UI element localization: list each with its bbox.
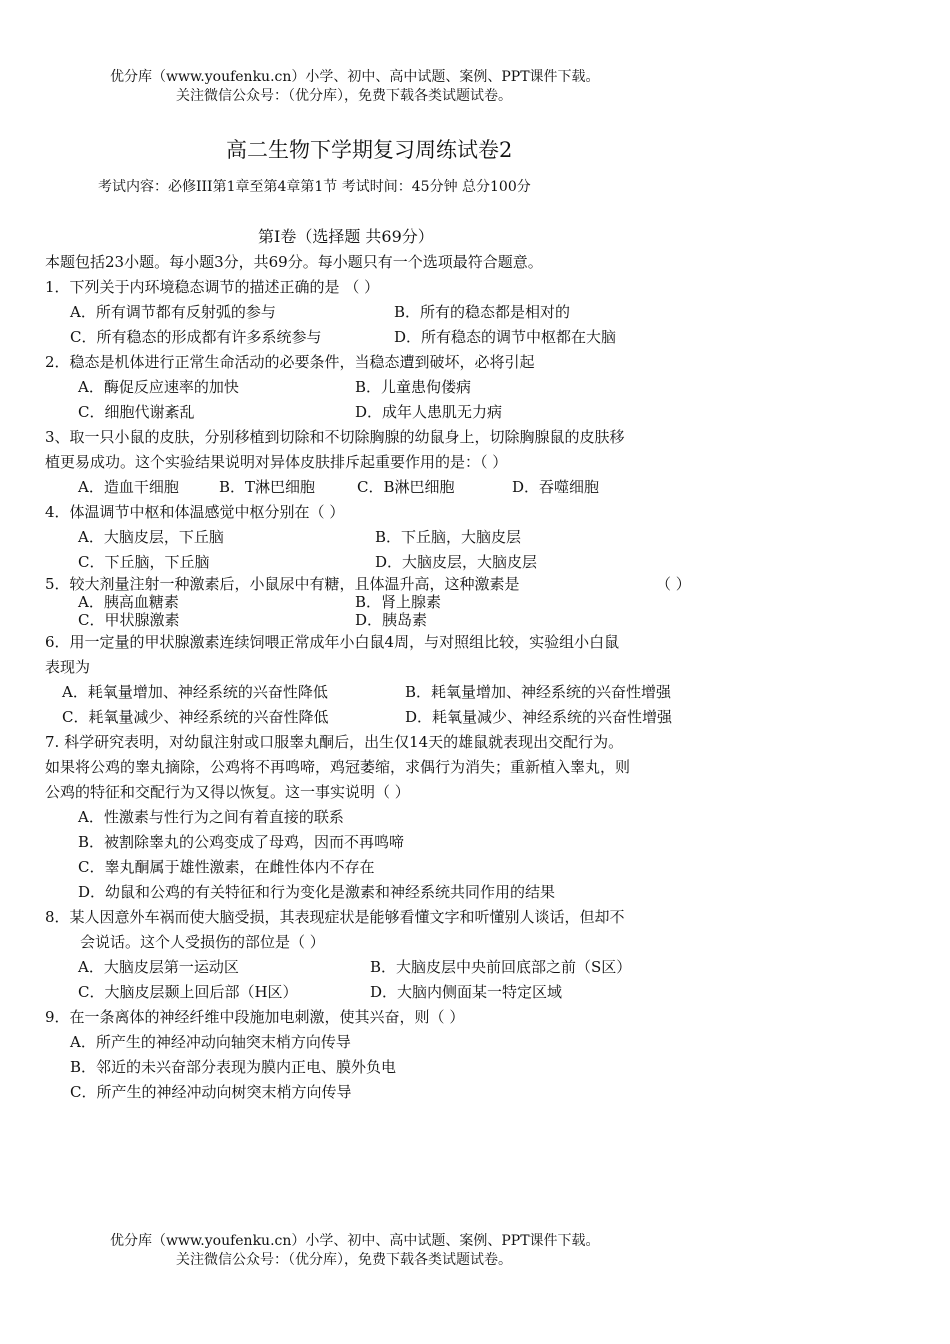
question-4-option-b: B．下丘脑，大脑皮层 bbox=[375, 528, 522, 546]
header-line-1: 优分库（www.youfenku.cn）小学、初中、高中试题、案例、PPT课件下载。 bbox=[110, 69, 600, 85]
question-8-stem-line-2: 会说话。这个人受损伤的部位是（ ） bbox=[80, 933, 325, 951]
question-6-option-d: D．耗氧量减少、神经系统的兴奋性增强 bbox=[405, 708, 673, 726]
question-8-option-d: D．大脑内侧面某一特定区域 bbox=[370, 983, 563, 1001]
page-title: 高二生物下学期复习周练试卷2 bbox=[226, 138, 513, 162]
question-1-option-b: B．所有的稳态都是相对的 bbox=[394, 303, 571, 321]
question-2-option-a: A．酶促反应速率的加快 bbox=[78, 378, 239, 396]
instructions: 本题包括23小题。每小题3分，共69分。每小题只有一个选项最符合题意。 bbox=[45, 253, 543, 271]
question-7-option-c: C．睾丸酮属于雄性激素，在雌性体内不存在 bbox=[78, 858, 375, 876]
question-9-option-c: C．所产生的神经冲动向树突末梢方向传导 bbox=[70, 1083, 352, 1101]
question-1-option-c: C．所有稳态的形成都有许多系统参与 bbox=[70, 328, 322, 346]
question-2-stem: 2．稳态是机体进行正常生命活动的必要条件，当稳态遭到破坏，必将引起 bbox=[45, 353, 535, 371]
question-2-option-d: D．成年人患肌无力病 bbox=[355, 403, 503, 421]
question-3-stem-line-2: 植更易成功。这个实验结果说明对异体皮肤排斥起重要作用的是：（ ） bbox=[45, 453, 508, 471]
question-4-option-d: D．大脑皮层，大脑皮层 bbox=[375, 553, 538, 571]
question-1-stem: 1．下列关于内环境稳态调节的描述正确的是 （ ） bbox=[45, 278, 380, 296]
question-3-option-c: C．B淋巴细胞 bbox=[357, 478, 455, 496]
question-1-option-a: A．所有调节都有反射弧的参与 bbox=[70, 303, 276, 321]
question-7-stem-line-2: 如果将公鸡的睾丸摘除，公鸡将不再鸣啼，鸡冠萎缩，求偶行为消失；重新植入睾丸，则 bbox=[45, 758, 631, 776]
question-3-option-b: B．T淋巴细胞 bbox=[219, 478, 316, 496]
question-6-option-a: A．耗氧量增加、神经系统的兴奋性降低 bbox=[62, 683, 328, 701]
question-7-stem-line-1: 7. 科学研究表明，对幼鼠注射或口服睾丸酮后，出生仅14天的雄鼠就表现出交配行为。 bbox=[45, 733, 624, 751]
question-7-stem-line-3: 公鸡的特征和交配行为又得以恢复。这一事实说明（ ） bbox=[45, 783, 410, 801]
question-7-option-a: A．性激素与性行为之间有着直接的联系 bbox=[78, 808, 344, 826]
question-3-stem-line-1: 3、取一只小鼠的皮肤，分别移植到切除和不切除胸腺的幼鼠身上，切除胸腺鼠的皮肤移 bbox=[45, 428, 625, 446]
section-title: 第Ⅰ卷（选择题 共69分） bbox=[258, 227, 434, 246]
question-5-option-a: A．胰高血糖素 bbox=[78, 593, 179, 611]
question-6-option-c: C．耗氧量减少、神经系统的兴奋性降低 bbox=[62, 708, 329, 726]
question-2-option-b: B．儿童患佝偻病 bbox=[355, 378, 472, 396]
question-3-option-d: D．吞噬细胞 bbox=[512, 478, 600, 496]
question-1-option-d: D．所有稳态的调节中枢都在大脑 bbox=[394, 328, 617, 346]
question-9-option-a: A．所产生的神经冲动向轴突末梢方向传导 bbox=[70, 1033, 351, 1051]
question-7-option-d: D．幼鼠和公鸡的有关特征和行为变化是激素和神经系统共同作用的结果 bbox=[78, 883, 556, 901]
question-9-option-b: B．邻近的未兴奋部分表现为膜内正电、膜外负电 bbox=[70, 1058, 397, 1076]
question-5-answer-paren: （ ） bbox=[656, 575, 691, 593]
question-8-stem-line-1: 8．某人因意外车祸而使大脑受损，其表现症状是能够看懂文字和听懂别人谈话，但却不 bbox=[45, 908, 625, 926]
question-3-option-a: A．造血干细胞 bbox=[78, 478, 179, 496]
question-5-stem: 5．较大剂量注射一种激素后，小鼠尿中有糖，且体温升高，这种激素是 bbox=[45, 575, 520, 593]
question-8-option-a: A．大脑皮层第一运动区 bbox=[78, 958, 239, 976]
question-8-option-c: C．大脑皮层颞上回后部（H区） bbox=[78, 983, 298, 1001]
question-4-option-c: C．下丘脑，下丘脑 bbox=[78, 553, 210, 571]
question-2-option-c: C．细胞代谢紊乱 bbox=[78, 403, 195, 421]
question-9-stem: 9．在一条离体的神经纤维中段施加电刺激，使其兴奋，则（ ） bbox=[45, 1008, 465, 1026]
question-4-option-a: A．大脑皮层，下丘脑 bbox=[78, 528, 224, 546]
exam-info: 考试内容：必修III第1章至第4章第1节 考试时间：45分钟 总分100分 bbox=[98, 179, 531, 195]
question-6-option-b: B．耗氧量增加、神经系统的兴奋性增强 bbox=[405, 683, 672, 701]
question-5-option-c: C．甲状腺激素 bbox=[78, 611, 180, 629]
question-6-stem-line-1: 6．用一定量的甲状腺激素连续饲喂正常成年小白鼠4周，与对照组比较，实验组小白鼠 bbox=[45, 633, 620, 651]
question-6-stem-line-2: 表现为 bbox=[45, 658, 91, 676]
header-line-2: 关注微信公众号：（优分库），免费下载各类试题试卷。 bbox=[176, 88, 512, 104]
question-7-option-b: B．被割除睾丸的公鸡变成了母鸡，因而不再鸣啼 bbox=[78, 833, 405, 851]
footer-line-1: 优分库（www.youfenku.cn）小学、初中、高中试题、案例、PPT课件下载。 bbox=[110, 1233, 600, 1249]
question-4-stem: 4．体温调节中枢和体温感觉中枢分别在（ ） bbox=[45, 503, 345, 521]
question-5-option-d: D．胰岛素 bbox=[355, 611, 428, 629]
footer-line-2: 关注微信公众号：（优分库），免费下载各类试题试卷。 bbox=[176, 1252, 512, 1268]
question-5-option-b: B．肾上腺素 bbox=[355, 593, 442, 611]
question-8-option-b: B．大脑皮层中央前回底部之前（S区） bbox=[370, 958, 632, 976]
